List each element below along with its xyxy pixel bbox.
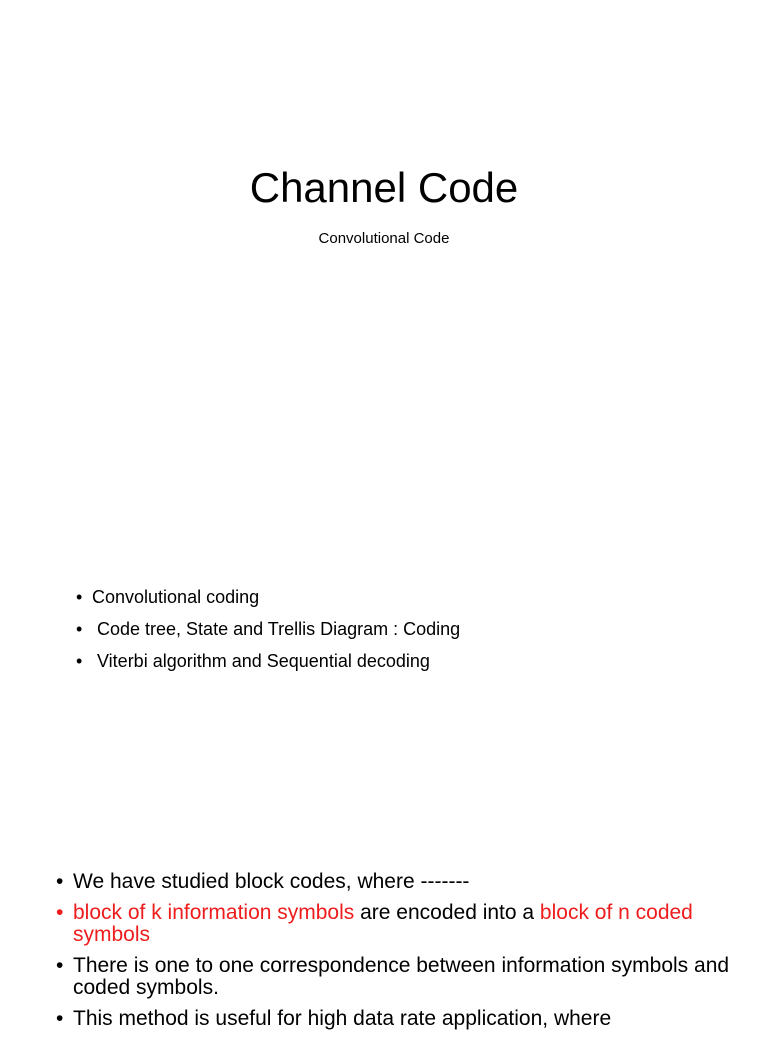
bullet-icon: • bbox=[56, 954, 64, 977]
body-bullet bbox=[56, 871, 746, 893]
highlight-text: block of k information symbols bbox=[73, 901, 355, 924]
bullet-icon: • bbox=[56, 1007, 64, 1030]
agenda-item-text: Convolutional coding bbox=[92, 587, 260, 607]
bullet-icon: • bbox=[56, 901, 64, 924]
agenda-item bbox=[76, 649, 460, 673]
body-list bbox=[56, 871, 746, 1039]
agenda-item bbox=[76, 617, 460, 641]
body-bullet-text: are encoded into a bbox=[354, 901, 540, 924]
body-bullet-text: This method is useful for high data rate application, where bbox=[73, 1007, 612, 1030]
body-bullet bbox=[56, 1008, 746, 1030]
highlight-text: block of n coded symbols bbox=[73, 901, 693, 946]
body-bullet bbox=[56, 955, 746, 999]
bullet-icon: • bbox=[56, 870, 64, 893]
body-bullet-text: There is one to one correspondence between information symbols and coded symbols. bbox=[73, 954, 730, 999]
slide-subtitle: Convolutional Code bbox=[318, 230, 450, 247]
bullet-icon: • bbox=[76, 619, 83, 639]
agenda-item-text: Viterbi algorithm and Sequential decoding bbox=[97, 651, 430, 671]
body-bullet bbox=[56, 902, 746, 946]
slide-title: Channel Code bbox=[249, 164, 519, 211]
bullet-icon: • bbox=[76, 651, 83, 671]
bullet-icon: • bbox=[76, 587, 83, 607]
agenda-list bbox=[76, 585, 460, 681]
agenda-item-text: Code tree, State and Trellis Diagram : Coding bbox=[97, 619, 461, 639]
agenda-item bbox=[76, 585, 460, 609]
body-bullet-text: We have studied block codes, where ------- bbox=[73, 870, 470, 893]
